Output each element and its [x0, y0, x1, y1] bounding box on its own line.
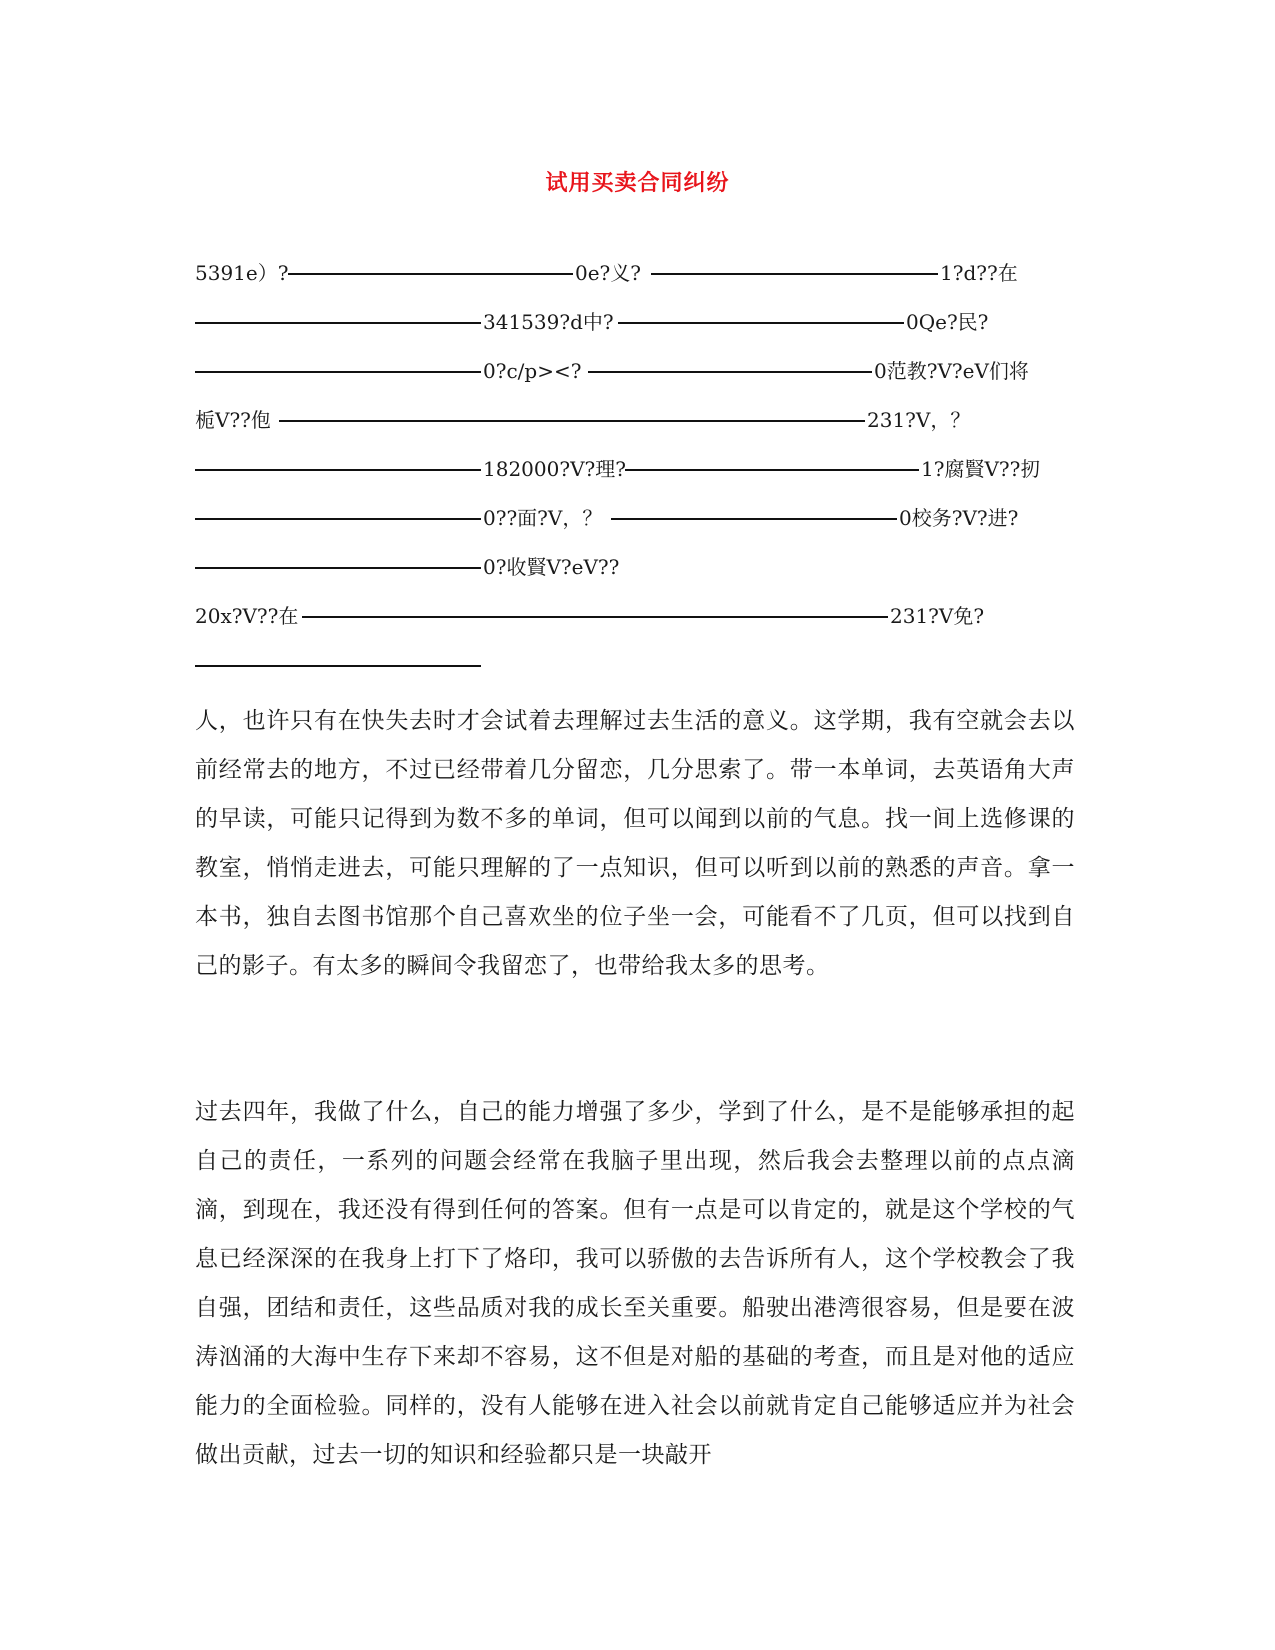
- underline-rule: [195, 665, 481, 667]
- underline-rule: [288, 273, 573, 275]
- form-line-text: 0Qe?民?: [906, 310, 989, 334]
- form-line-text: 20x?V??在: [195, 604, 299, 628]
- form-line-text: 0??面?V，？: [483, 506, 603, 530]
- form-line-text: 0校务?V?进?: [899, 506, 1019, 530]
- form-line: [195, 356, 1075, 405]
- form-line: [195, 601, 1075, 650]
- underline-rule: [195, 322, 481, 324]
- form-line: [195, 405, 1075, 454]
- underline-rule: [302, 616, 888, 618]
- form-line-text: 182000?V?理?: [483, 457, 626, 481]
- underline-rule: [279, 420, 865, 422]
- form-line-text: 栀V??佨: [195, 408, 271, 432]
- form-line: [195, 258, 1075, 307]
- form-line: [195, 503, 1075, 552]
- form-line-text: 0范教?V?eV们将: [874, 359, 1029, 383]
- form-line-text: 1?d??在: [940, 261, 1018, 285]
- underline-rule: [195, 567, 481, 569]
- underline-rule: [195, 518, 481, 520]
- underline-rule: [588, 371, 872, 373]
- form-line: [195, 454, 1075, 503]
- form-line: [195, 307, 1075, 356]
- form-line-text: 0e?义?: [575, 261, 642, 285]
- form-line-text: 0?收賢V?eV??: [483, 555, 620, 579]
- form-line-text: 0?c/p><?: [483, 359, 582, 383]
- underline-rule: [651, 273, 938, 275]
- form-line-text: 231?V，？: [867, 408, 971, 432]
- form-line-text: 1?腐賢V??扨: [921, 457, 1041, 481]
- underline-rule: [195, 371, 481, 373]
- form-line: [195, 650, 1075, 699]
- document-title: 试用买卖合同纠纷: [545, 170, 730, 196]
- form-line-text: 341539?d中?: [483, 310, 614, 334]
- underline-rule: [618, 322, 904, 324]
- body-paragraph: 人，也许只有在快失去时才会试着去理解过去生活的意义。这学期，我有空就会去以前经常去的地方，不过已经带着几分留恋，几分思索了。带一本单词，去英语角大声的早读，可能只记得到为数不多的单词，但可以闻到以前的气息。找一间上选修课的教室，悄悄走进去，可能只理解的了一点知识，但可以听到以前的熟悉的声音。拿一本书，独自去图书馆那个自己喜欢坐的位子坐一会，可能看不了几页，但可以找到自己的影子。有太多的瞬间令我留恋了，也带给我太多的思考。: [195, 708, 1075, 979]
- underline-rule: [625, 469, 919, 471]
- body-paragraph: 过去四年，我做了什么，自己的能力增强了多少，学到了什么，是不是能够承担的起自己的责任，一系列的问题会经常在我脑子里出现，然后我会去整理以前的点点滴滴，到现在，我还没有得到任何的答案。但有一点是可以肯定的，就是这个学校的气息已经深深的在我身上打下了烙印，我可以骄傲的去告诉所有人，这个学校教会了我自强，团结和责任，这些品质对我的成长至关重要。船驶出港湾很容易，但是要在波涛汹涌的大海中生存下来却不容易，这不但是对船的基础的考查，而且是对他的适应能力的全面检验。同样的，没有人能够在进入社会以前就肯定自己能够适应并为社会做出贡献，过去一切的知识和经验都只是一块敲开: [195, 1099, 1075, 1468]
- form-line-text: 5391e）?: [195, 261, 289, 285]
- underline-rule: [611, 518, 897, 520]
- garbled-form-lines: [195, 258, 1075, 699]
- form-line-text: 231?V免?: [890, 604, 985, 628]
- form-line: [195, 552, 1075, 601]
- underline-rule: [195, 469, 481, 471]
